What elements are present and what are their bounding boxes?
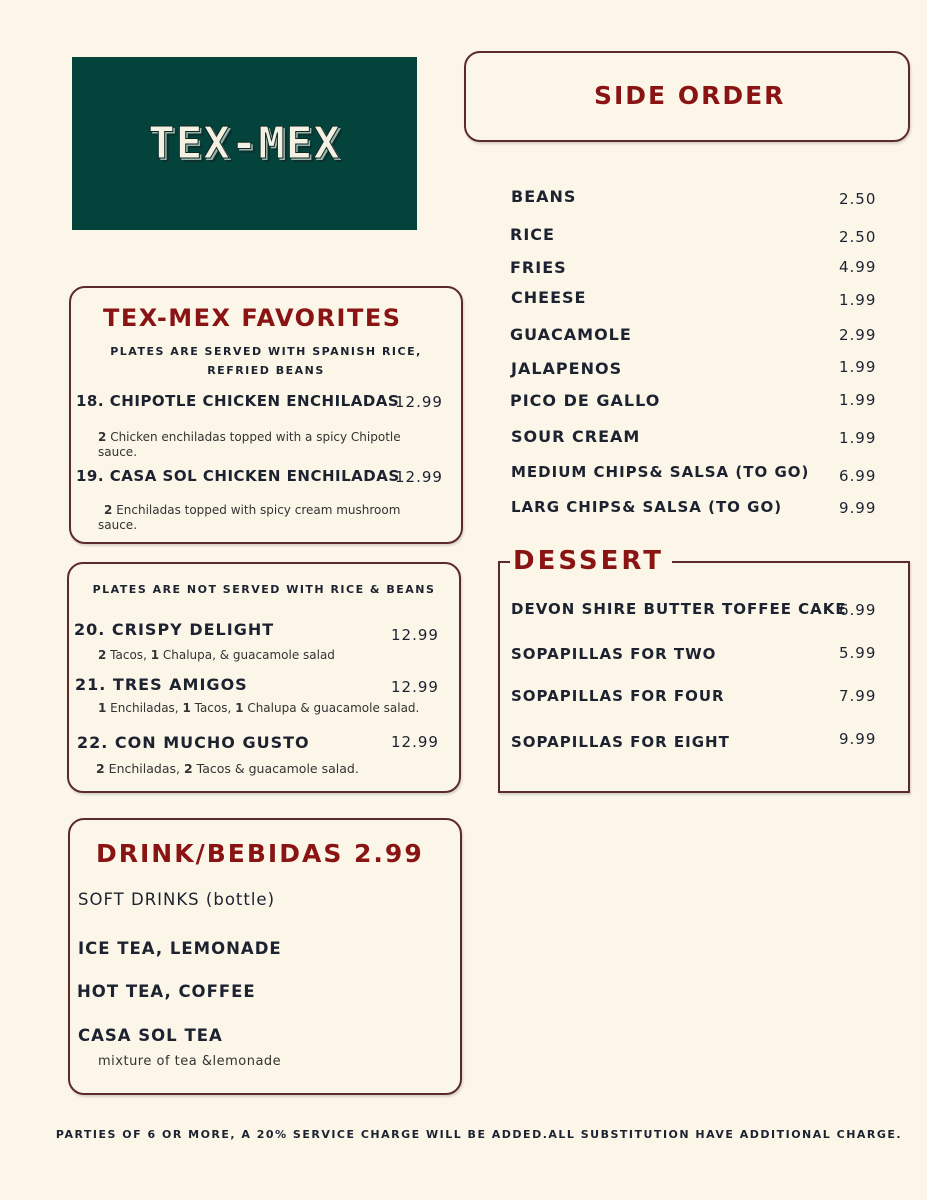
drink-item-description: mixture of tea &lemonade <box>98 1054 282 1069</box>
quantity-number: 2 <box>96 761 105 776</box>
plates-note: PLATES ARE NOT SERVED WITH RICE & BEANS <box>92 583 436 596</box>
menu-item-name: 18. CHIPOTLE CHICKEN ENCHILADAS <box>76 392 400 410</box>
quantity-number: 1 <box>182 701 191 715</box>
menu-item-name: 20. CRISPY DELIGHT <box>74 620 275 639</box>
dessert-box <box>498 561 910 793</box>
side-item-name: LARG CHIPS& SALSA (TO GO) <box>511 498 783 516</box>
drink-item-name: ICE TEA, LEMONADE <box>78 939 282 958</box>
menu-item-price: 12.99 <box>391 733 439 751</box>
side-item-name: RICE <box>510 225 555 244</box>
menu-item-description: 1 Enchiladas, 1 Tacos, 1 Chalupa & guacamole salad. <box>98 701 420 715</box>
menu-item-description: 2 Enchiladas topped with spicy cream mushroom sauce. <box>98 503 401 532</box>
dessert-item-price: 7.99 <box>839 687 877 705</box>
dessert-item-name: SOPAPILLAS FOR FOUR <box>511 687 725 705</box>
drink-item-name: HOT TEA, COFFEE <box>77 982 256 1001</box>
dessert-item-name: SOPAPILLAS FOR TWO <box>511 645 717 663</box>
side-item-name: SOUR CREAM <box>511 427 641 446</box>
dessert-title: DESSERT <box>513 546 664 576</box>
side-item-name: MEDIUM CHIPS& SALSA (TO GO) <box>511 463 810 481</box>
menu-item-price: 12.99 <box>391 626 439 644</box>
dessert-top-rule <box>498 561 510 563</box>
quantity-number: 1 <box>235 701 244 715</box>
drink-item-name: SOFT DRINKS (bottle) <box>78 890 276 909</box>
quantity-number: 2 <box>183 761 193 776</box>
footer-note: PARTIES OF 6 OR MORE, A 20% SERVICE CHARGE WILL BE ADDED.ALL SUBSTITUTION HAVE ADDITIONAL CHARGE. <box>55 1128 903 1141</box>
side-item-price: 9.99 <box>839 499 877 517</box>
menu-item-price: 12.99 <box>395 393 443 411</box>
quantity-number: 1 <box>98 701 107 715</box>
menu-item-price: 12.99 <box>395 468 443 486</box>
menu-item-name: 22. CON MUCHO GUSTO <box>77 733 310 752</box>
drink-item-name: CASA SOL TEA <box>78 1026 223 1045</box>
side-item-price: 6.99 <box>839 467 877 485</box>
side-item-name: BEANS <box>511 187 577 206</box>
favorites-note: REFRIED BEANS <box>207 364 325 377</box>
dessert-item-price: 9.99 <box>839 730 877 748</box>
dessert-top-rule <box>672 561 910 563</box>
menu-item-price: 12.99 <box>391 678 439 696</box>
side-item-price: 1.99 <box>839 391 877 409</box>
favorites-title: TEX-MEX FAVORITES <box>103 304 402 332</box>
menu-item-name: 19. CASA SOL CHICKEN ENCHILADAS <box>76 467 400 485</box>
side-item-name: JALAPENOS <box>511 359 623 378</box>
side-item-name: CHEESE <box>511 288 587 307</box>
side-item-price: 4.99 <box>839 258 877 276</box>
favorites-note: PLATES ARE SERVED WITH SPANISH RICE, <box>110 345 422 358</box>
dessert-item-price: 6.99 <box>839 601 877 619</box>
side-item-price: 1.99 <box>839 291 877 309</box>
side-item-price: 2.99 <box>839 326 877 344</box>
menu-item-name: 21. TRES AMIGOS <box>75 675 248 694</box>
drinks-title: DRINK/BEBIDAS 2.99 <box>96 839 424 868</box>
side-item-name: GUACAMOLE <box>510 325 632 344</box>
tex-mex-logo <box>72 57 417 230</box>
quantity-number: 1 <box>150 648 160 662</box>
side-item-name: PICO DE GALLO <box>510 391 661 410</box>
side-item-name: FRIES <box>510 258 567 277</box>
menu-item-description: 2 Enchiladas, 2 Tacos & guacamole salad. <box>96 761 359 776</box>
side-item-price: 1.99 <box>839 358 877 376</box>
side-item-price: 2.50 <box>839 190 877 208</box>
side-item-price: 1.99 <box>839 429 877 447</box>
dessert-item-price: 5.99 <box>839 644 877 662</box>
side-order-title: SIDE ORDER <box>594 81 786 110</box>
dessert-item-name: SOPAPILLAS FOR EIGHT <box>511 733 730 751</box>
side-item-price: 2.50 <box>839 228 877 246</box>
logo-text: TEX-MEX <box>148 118 341 169</box>
menu-item-description: 2 Chicken enchiladas topped with a spicy Chipotle sauce. <box>98 430 401 459</box>
menu-item-description: 2 Tacos, 1 Chalupa, & guacamole salad <box>98 648 335 662</box>
quantity-number: 2 <box>98 648 107 662</box>
dessert-item-name: DEVON SHIRE BUTTER TOFFEE CAKE <box>511 600 847 618</box>
